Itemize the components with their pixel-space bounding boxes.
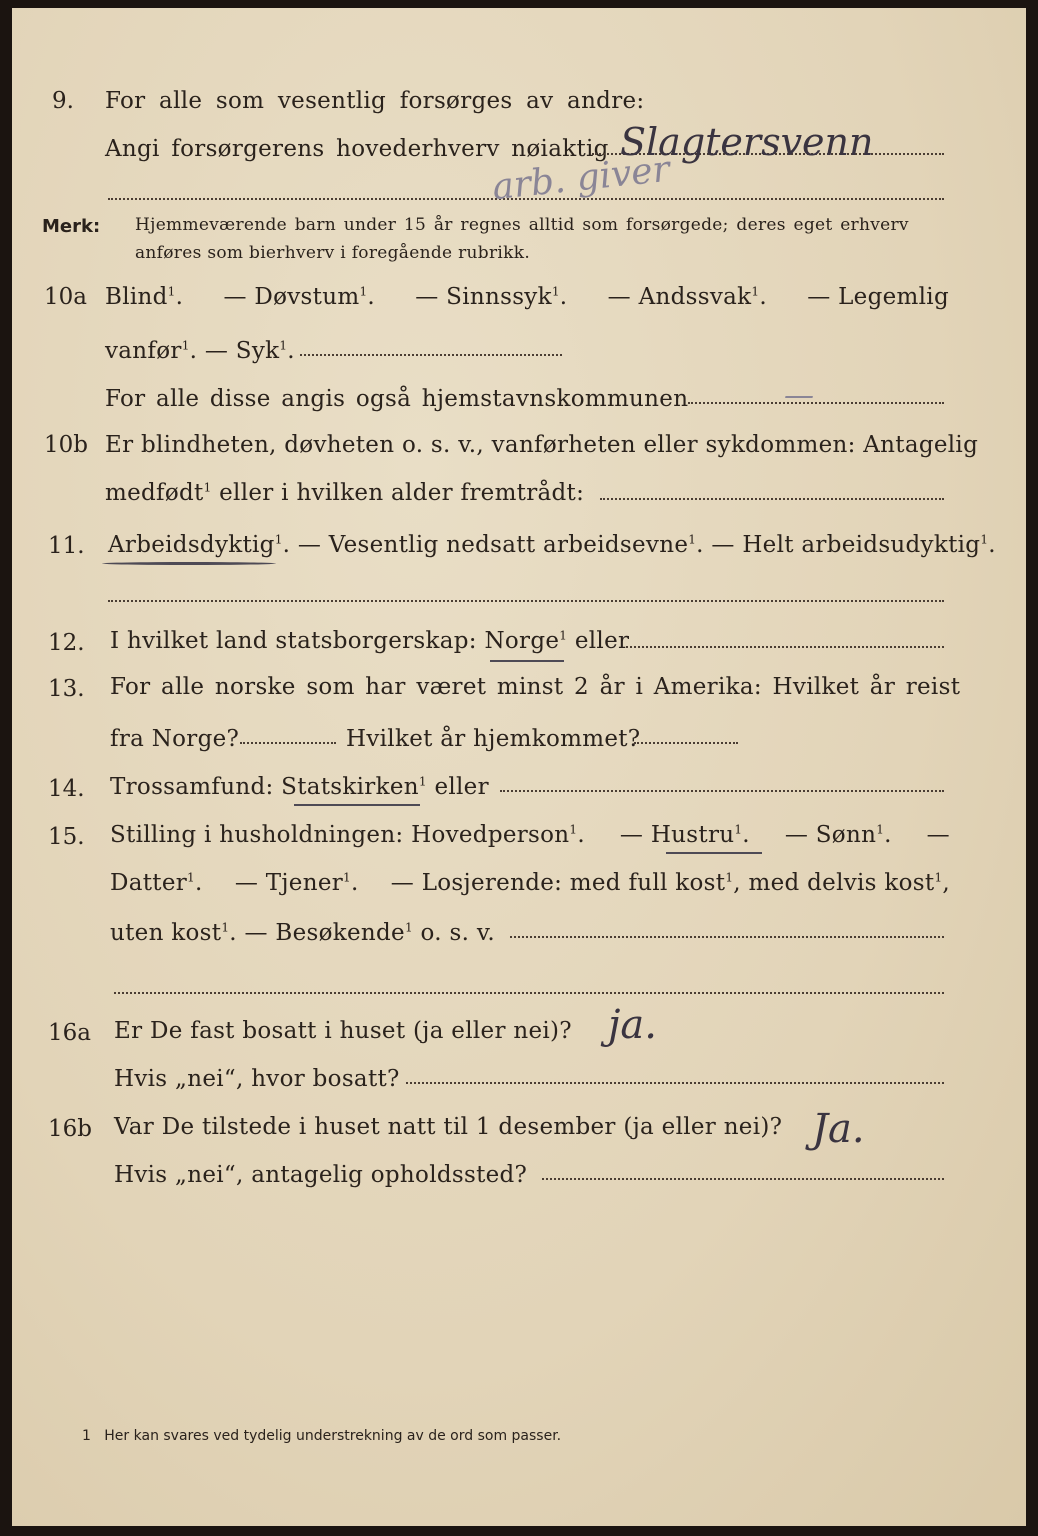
opt-dovstum: — Døvstum$^1$.: [223, 284, 375, 310]
q13-line2b: Hvilket år hjemkommet?: [346, 726, 641, 752]
opt-tjener-label: — Tjener: [234, 870, 344, 896]
q10a-number: 10a: [44, 284, 87, 310]
sup-marker: 1: [404, 920, 413, 935]
q16a-line2: Hvis „nei“, hvor bosatt?: [114, 1066, 400, 1092]
q15-line3: uten kost$^1$. — Besøkende$^1$ o. s. v.: [110, 920, 496, 946]
q16b-answer-line: [542, 1178, 944, 1180]
q10a-line1: [105, 284, 949, 310]
sup-marker: 1: [187, 870, 195, 885]
q15-answer-line: [510, 936, 944, 938]
opt-syk: — Syk: [204, 338, 280, 364]
opt-hovedperson-label: Stilling i husholdningen: Hovedperson: [110, 822, 570, 848]
sup-marker: 1: [418, 774, 427, 789]
sup-marker: 1: [559, 628, 568, 643]
q12-eller: eller: [574, 628, 630, 654]
q12-number: 12.: [48, 630, 85, 656]
q11-answer-line: [108, 600, 944, 602]
sup-marker: 1: [359, 284, 368, 299]
opt-medfodt: medfødt: [105, 480, 204, 506]
opt-hovedperson: Stilling i husholdningen: Hovedperson$^1$.: [110, 822, 585, 848]
q14-line: [110, 774, 489, 800]
opt-udyktig: — Helt arbeidsudyktig: [711, 532, 981, 558]
sup-marker: 1: [569, 822, 578, 837]
opt-delvis-kost-label: , med delvis kost: [733, 870, 935, 896]
q13-line1: For alle norske som har været minst 2 år i Amerika: Hvilket år reist: [110, 674, 961, 700]
opt-dovstum-label: — Døvstum: [223, 284, 360, 310]
q10b-line2: [105, 480, 584, 506]
sup-marker: 1: [181, 338, 190, 353]
sup-marker: 1: [725, 870, 734, 885]
q13-hjemkommet-line: [634, 742, 738, 744]
opt-nedsatt: — Vesentlig nedsatt arbeidsevne: [297, 532, 689, 558]
census-form-page: [12, 8, 1026, 1526]
opt-uten-kost: uten kost: [110, 920, 222, 946]
opt-blind-label: Blind: [105, 284, 168, 310]
q16b-number: 16b: [48, 1116, 92, 1142]
q11-number: 11.: [48, 533, 85, 559]
opt-statskirken: Statskirken: [281, 774, 419, 800]
q15-underline-mark: [666, 852, 762, 854]
q16b-handwritten-answer: Ja.: [812, 1106, 865, 1152]
q11-line: Arbeidsdyktig$^1$. — Vesentlig nedsatt arbeidsevne$^1$. — Helt arbeidsudyktig$^1$.: [108, 532, 996, 558]
q15-osv: o. s. v.: [420, 920, 496, 946]
opt-norge: Norge: [484, 628, 560, 654]
q15-line1: [110, 822, 950, 848]
q16a-number: 16a: [48, 1020, 91, 1046]
sup-marker: 1: [751, 284, 760, 299]
q16a-line1: Er De fast bosatt i huset (ja eller nei)?: [114, 1018, 572, 1044]
q9-handwritten-answer: Slagtersvenn: [620, 120, 874, 164]
q10a-hjemstavn-line: [688, 402, 944, 404]
q16a-answer-line: [406, 1082, 944, 1084]
sup-marker: 1: [274, 532, 283, 547]
footnote: [82, 1428, 561, 1444]
opt-sonn: — Sønn$^1$.: [784, 822, 892, 848]
q15-answer-line-2: [114, 992, 944, 994]
q14-eller: eller: [434, 774, 489, 800]
q16a-handwritten-answer: ja.: [608, 1002, 657, 1048]
footnote-text: Her kan svares ved tydelig understrekning av de ord som passer.: [104, 1428, 562, 1444]
q14-underline-mark: [294, 804, 420, 806]
merk-line1: Hjemmeværende barn under 15 år regnes alltid som forsørgede; deres eget erhverv: [135, 215, 909, 235]
q10a-line2: vanfør$^1$. — Syk$^1$.: [105, 338, 295, 364]
sup-marker: 1: [203, 480, 212, 495]
footnote-marker: 1: [82, 1428, 91, 1444]
sup-marker: 1: [551, 284, 560, 299]
opt-andssvak-label: — Andssvak: [607, 284, 752, 310]
sup-marker: 1: [734, 822, 743, 837]
q9-line1: For alle som vesentlig forsørges av andre:: [105, 88, 645, 114]
q16b-line1: Var De tilstede i huset natt til 1 desember (ja eller nei)?: [114, 1114, 783, 1140]
q15-line2: [110, 870, 950, 896]
q12-text: I hvilket land statsborgerskap:: [110, 628, 477, 654]
q11-underline-mark: [102, 562, 276, 565]
q13-number: 13.: [48, 676, 85, 702]
q9-number: 9.: [52, 88, 74, 114]
sup-marker: 1: [221, 920, 230, 935]
q12-underline-mark: [490, 660, 564, 662]
q14-text: Trossamfund:: [110, 774, 274, 800]
sup-marker: 1: [688, 532, 697, 547]
opt-legemlig: — Legemlig: [807, 284, 949, 310]
q10b-number: 10b: [44, 432, 88, 458]
opt-datter-label: Datter: [110, 870, 188, 896]
dash: —: [619, 822, 651, 848]
opt-blind: Blind$^1$.: [105, 284, 184, 310]
q10b-alder-text: eller i hvilken alder fremtrådt:: [219, 480, 585, 506]
opt-sinnssyk: — Sinnssyk$^1$.: [415, 284, 568, 310]
opt-tjener: — Tjener$^1$.: [234, 870, 359, 896]
opt-hustru: — Hustru$^1$.: [619, 822, 750, 848]
dash: —: [926, 822, 950, 848]
opt-hustru-label: Hustru: [650, 822, 735, 848]
q9-line2: Angi forsørgerens hovederhverv nøiaktig: [105, 136, 609, 162]
sup-marker: 1: [876, 822, 885, 837]
q13-line2a: fra Norge?: [110, 726, 240, 752]
q10a-pencil-dash: —: [784, 378, 814, 413]
opt-andssvak: — Andssvak$^1$.: [607, 284, 767, 310]
opt-vanfor: vanfør: [105, 338, 182, 364]
sup-marker: 1: [167, 284, 176, 299]
opt-arbeidsdyktig: Arbeidsdyktig: [108, 532, 275, 558]
sup-marker: 1: [279, 338, 288, 353]
opt-full-kost-label: — Losjerende: med full kost: [390, 870, 726, 896]
sup-marker: 1: [934, 870, 943, 885]
q10b-answer-line: [600, 498, 944, 500]
sup-marker: 1: [980, 532, 989, 547]
q12-answer-line: [626, 646, 944, 648]
merk-line2: anføres som bierhverv i foregående rubrikk.: [135, 243, 531, 263]
sup-marker: 1: [343, 870, 351, 885]
opt-datter: Datter$^1$.: [110, 870, 203, 896]
opt-full-kost: [391, 870, 950, 896]
q16b-line2: Hvis „nei“, antagelig opholdssted?: [114, 1162, 528, 1188]
opt-besokende: — Besøkende: [244, 920, 405, 946]
q12-line: [110, 628, 629, 654]
opt-sonn-label: — Sønn: [784, 822, 877, 848]
q10a-line3: For alle disse angis også hjemstavnskommunen: [105, 386, 689, 412]
q9-pencil-note: arb. giver: [490, 148, 672, 209]
q15-number: 15.: [48, 824, 85, 850]
merk-label: Merk:: [42, 216, 101, 237]
q13-reist-line: [240, 742, 336, 744]
q14-answer-line: [500, 790, 944, 792]
q10b-line1: Er blindheten, døvheten o. s. v., vanførheten eller sykdommen: Antagelig: [105, 432, 979, 458]
q10a-answer-line: [300, 354, 562, 356]
comma: ,: [942, 870, 950, 896]
opt-sinnssyk-label: — Sinnssyk: [415, 284, 552, 310]
q14-number: 14.: [48, 776, 85, 802]
